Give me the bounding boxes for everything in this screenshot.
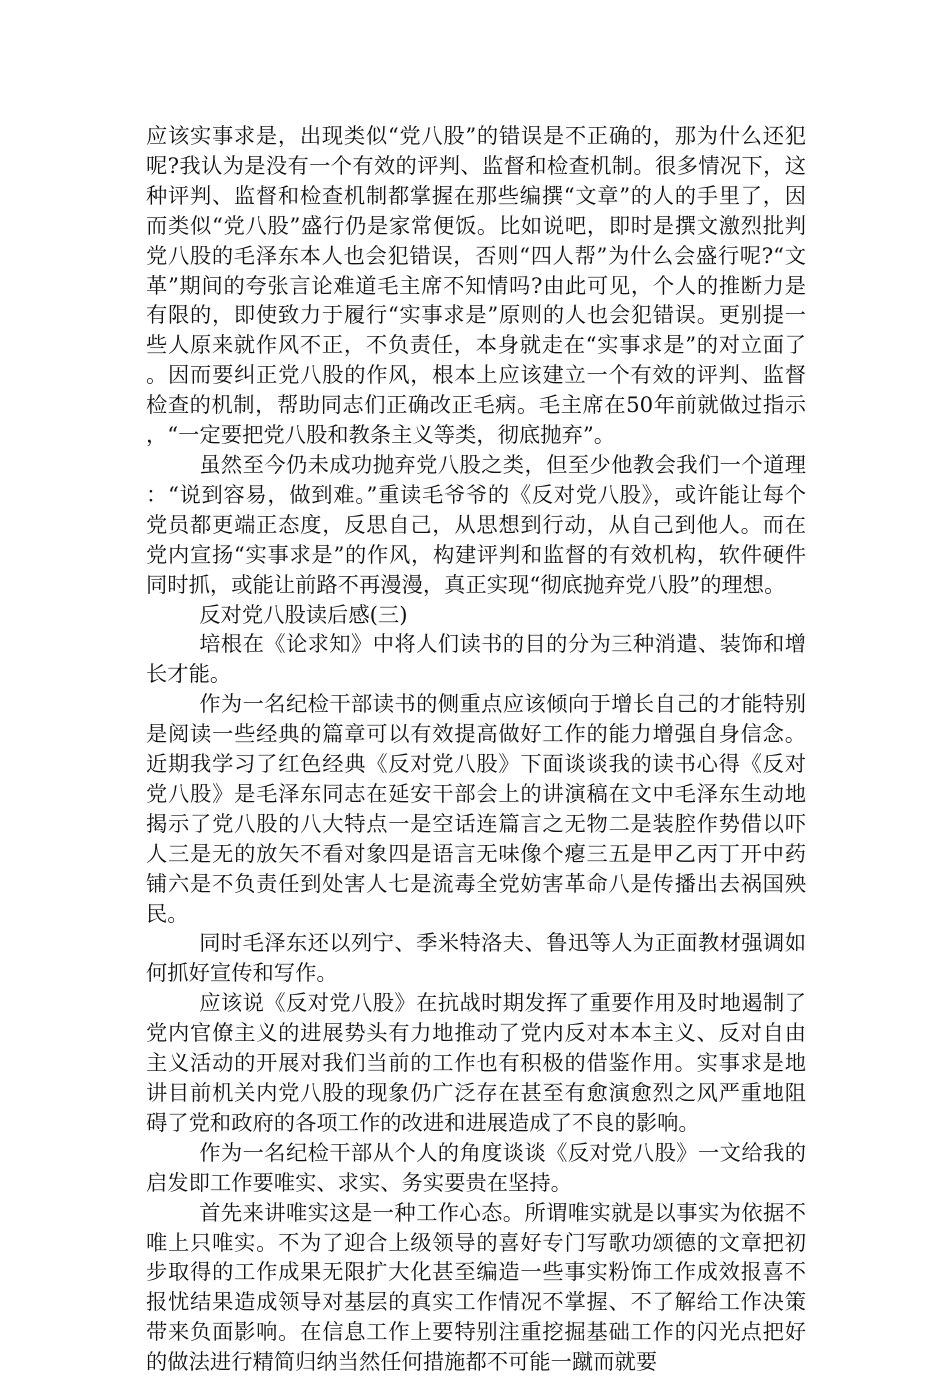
paragraph: 同时毛泽东还以列宁、季米特洛夫、鲁迅等人为正面教材强调如何抓好宣传和写作。 — [146, 931, 806, 987]
paragraph: 作为一名纪检干部读书的侧重点应该倾向于增长自己的才能特别是阅读一些经典的篇章可以有效提高做好工作的能力增强自身信念。近期我学习了红色经典《反对党八股》下面谈谈我的读书心得《反对党八股》是毛泽东同志在延安干部会上的讲演稿在文中毛泽东生动地揭示了党八股的八大特点一是空话连篇言之无物二是装腔作势借以吓人三是无的放矢不看对象四是语言无味像个瘪三五是甲乙丙丁开中药铺六是不负责任到处害人七是流毒全党妨害革命八是传播出去祸国殃民。 — [146, 692, 806, 927]
paragraph: 培根在《论求知》中将人们读书的目的分为三种消遣、装饰和增长才能。 — [146, 632, 806, 688]
paragraph-continuation: 应该实事求是，出现类似“党八股”的错误是不正确的，那为什么还犯呢?我认为是没有一个有效的评判、监督和检查机制。很多情况下，这种评判、监督和检查机制都掌握在那些编撰“文章”的人的手里了，因而类似“党八股”盛行仍是家常便饭。比如说吧，即时是撰文激烈批判党八股的毛泽东本人也会犯错误，否则“四人帮”为什么会盛行呢?“文革”期间的夸张言论难道毛主席不知情吗?由此可见，个人的推断力是有限的，即使致力于履行“实事求是”原则的人也会犯错误。更别提一些人原来就作风不正，不负责任，本身就走在“实事求是”的对立面了。因而要纠正党八股的作风，根本上应该建立一个有效的评判、监督检查的机制，帮助同志们正确改正毛病。毛主席在50年前就做过指示，“一定要把党八股和教条主义等类，彻底抛弃”。 — [146, 124, 806, 449]
paragraph: 作为一名纪检干部从个人的角度谈谈《反对党八股》一文给我的启发即工作要唯实、求实、务实要贵在坚持。 — [146, 1140, 806, 1196]
paragraph: 首先来讲唯实这是一种工作心态。所谓唯实就是以事实为依据不唯上只唯实。不为了迎合上级领导的喜好专门写歌功颂德的文章把初步取得的工作成果无限扩大化甚至编造一些事实粉饰工作成效报喜不报忧结果造成领导对基层的真实工作情况不掌握、不了解给工作决策带来负面影响。在信息工作上要特别注重挖掘基础工作的闪光点把好的做法进行精简归纳当然任何措施都不可能一蹴而就要 — [146, 1200, 806, 1376]
paragraph: 虽然至今仍未成功抛弃党八股之类，但至少他教会我们一个道理：“说到容易，做到难。”重读毛爷爷的《反对党八股》，或许能让每个党员都更端正态度，反思自己，从思想到行动，从自己到他人。而在党内宣扬“实事求是”的作风，构建评判和监督的有效机构，软件硬件同时抓，或能让前路不再漫漫，真正实现“彻底抛弃党八股”的理想。 — [146, 452, 806, 598]
document-page — [146, 122, 806, 1378]
section-heading: 反对党八股读后感(三) — [199, 602, 408, 628]
paragraph: 应该说《反对党八股》在抗战时期发挥了重要作用及时地遏制了党内官僚主义的进展势头有力地推动了党内反对本本主义、反对自由主义活动的开展对我们当前的工作也有积极的借鉴作用。实事求是地讲目前机关内党八股的现象仍广泛存在甚至有愈演愈烈之风严重地阻碍了党和政府的各项工作的改进和进展造成了不良的影响。 — [146, 991, 806, 1136]
